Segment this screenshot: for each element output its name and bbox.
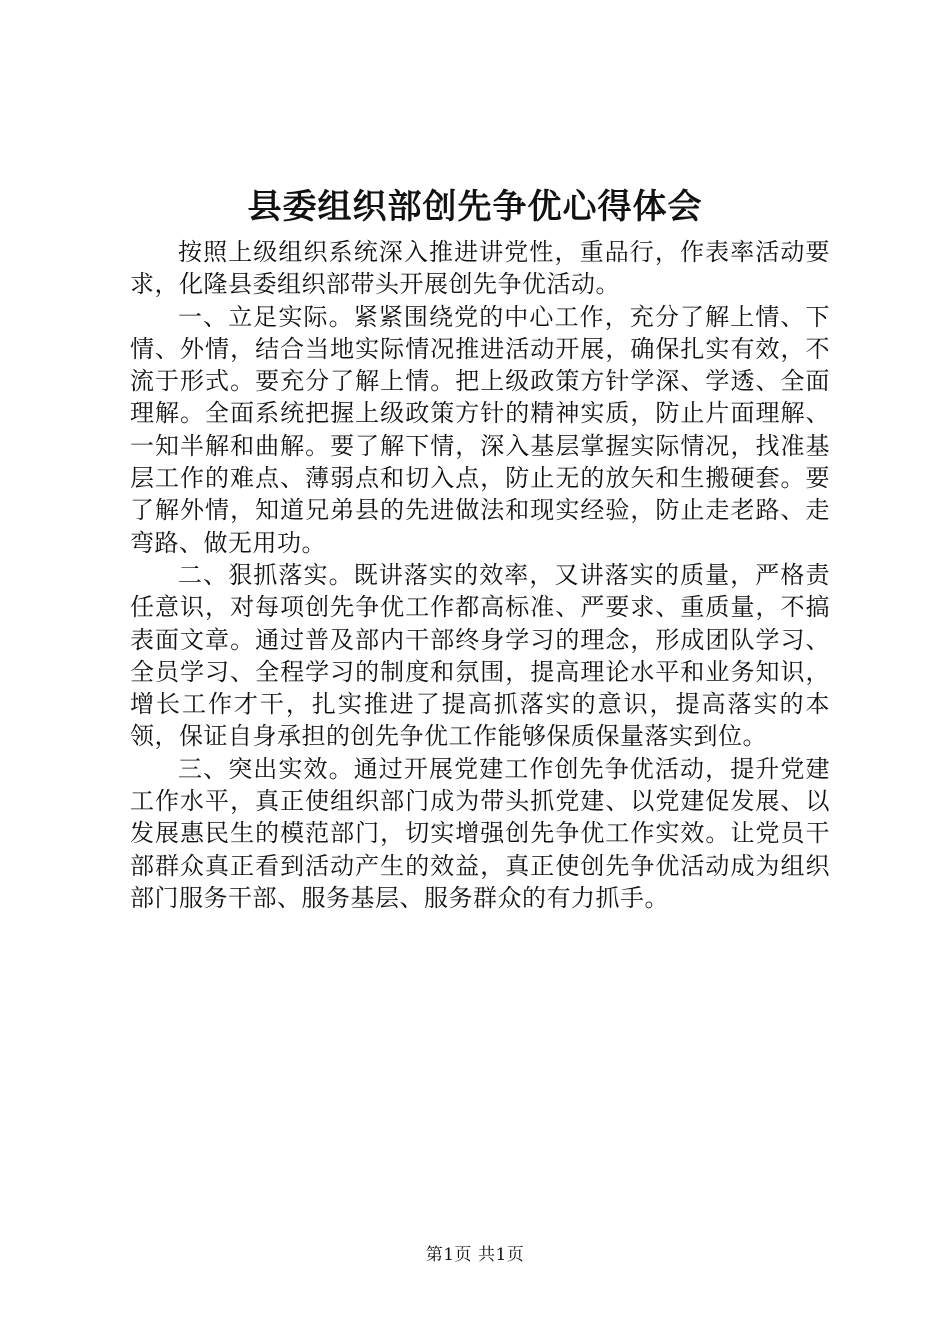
paragraph-section-3: 三、突出实效。通过开展党建工作创先争优活动，提升党建工作水平，真正使组织部门成为带头抓党建、以党建促发展、以发展惠民生的模范部门，切实增强创先争优工作实效。让党员干部群众真正看到活动产生的效益，真正使创先争优活动成为组织部门服务干部、服务基层、服务群众的有力抓手。 (130, 754, 830, 912)
document-body (130, 236, 830, 914)
page-footer: 第1页 共1页 (425, 1245, 525, 1265)
document-title: 县委组织部创先争优心得体会 (247, 187, 703, 227)
paragraph-section-1: 一、立足实际。紧紧围绕党的中心工作，充分了解上情、下情、外情，结合当地实际情况推进活动开展，确保扎实有效，不流于形式。要充分了解上情。把上级政策方针学深、学透、全面理解。全面系统把握上级政策方针的精神实质，防止片面理解、一知半解和曲解。要了解下情，深入基层掌握实际情况，找准基层工作的难点、薄弱点和切入点，防止无的放矢和生搬硬套。要了解外情，知道兄弟县的先进做法和现实经验，防止走老路、走弯路、做无用功。 (130, 302, 830, 557)
paragraph-intro: 按照上级组织系统深入推进讲党性，重品行，作表率活动要求，化隆县委组织部带头开展创先争优活动。 (130, 238, 830, 299)
paragraph-section-2: 二、狠抓落实。既讲落实的效率，又讲落实的质量，严格责任意识，对每项创先争优工作都高标准、严要求、重质量，不搞表面文章。通过普及部内干部终身学习的理念，形成团队学习、全员学习、全程学习的制度和氛围，提高理论水平和业务知识，增长工作才干，扎实推进了提高抓落实的意识，提高落实的本领，保证自身承担的创先争优工作能够保质保量落实到位。 (130, 560, 830, 751)
